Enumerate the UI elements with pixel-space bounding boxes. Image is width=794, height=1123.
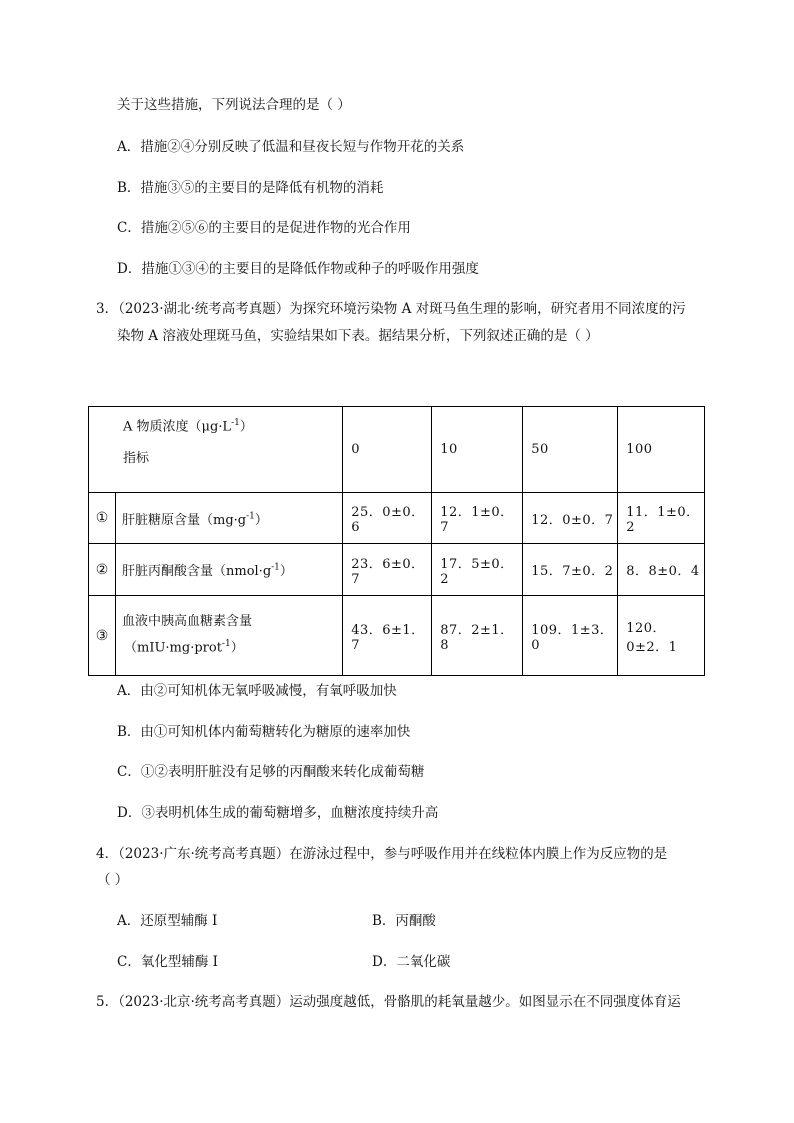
option-c: C．措施②⑤⑥的主要目的是促进作物的光合作用 bbox=[117, 220, 411, 236]
table-cell: 15．7±0．2 bbox=[523, 544, 618, 596]
option-d: D．措施①③④的主要目的是降低作物或种子的呼吸作用强度 bbox=[117, 261, 479, 277]
question-4-line1: 4．（2023·广东·统考高考真题）在游泳过程中，参与呼吸作用并在线粒体内膜上作为反应物的是 bbox=[96, 846, 668, 862]
question-5-line1: 5．（2023·北京·统考高考真题）运动强度越低，骨骼肌的耗氧量越少。如图显示在不同强度体育运 bbox=[96, 994, 681, 1010]
row-index: ② bbox=[89, 544, 116, 596]
option-b: B．丙酮酸 bbox=[372, 913, 436, 929]
table-row bbox=[89, 596, 705, 676]
row-label: 血液中胰高血糖素含量 （mIU·mg·prot$^{-1}$） bbox=[116, 596, 343, 676]
table-cell: 8．8±0．4 bbox=[618, 544, 705, 596]
option-a: A．由②可知机体无氧呼吸减慢，有氧呼吸加快 bbox=[117, 683, 397, 699]
option-b: B．措施③⑤的主要目的是降低有机物的消耗 bbox=[117, 180, 384, 196]
table-header-row bbox=[89, 407, 705, 493]
header-conc-10: 10 bbox=[432, 407, 523, 493]
option-a: A．措施②④分别反映了低温和昼夜长短与作物开花的关系 bbox=[117, 139, 465, 155]
header-conc-50: 50 bbox=[523, 407, 618, 493]
question-3-line1: 3．（2023·湖北·统考高考真题）为探究环境污染物 A 对斑马鱼生理的影响，研究者用不同浓度的污 bbox=[96, 301, 686, 317]
row-label: 肝脏丙酮酸含量$(nmol\cdot g^{-1})$ bbox=[116, 544, 343, 596]
table-cell: 23．6±0．7 bbox=[343, 544, 432, 596]
row-label: 肝脏糖原含量$(mg\cdot g^{-1})$ bbox=[116, 493, 343, 544]
option-c: C．氧化型辅酶 I bbox=[117, 954, 218, 970]
option-b: B．由①可知机体内葡萄糖转化为糖原的速率加快 bbox=[117, 724, 411, 740]
data-table bbox=[88, 406, 705, 676]
table-cell: 43．6±1．7 bbox=[343, 596, 432, 676]
table-row bbox=[89, 493, 705, 544]
table-cell: 120．0±2．1 bbox=[618, 596, 705, 676]
table-cell: 11．1±0．2 bbox=[618, 493, 705, 544]
header-cell bbox=[89, 407, 343, 493]
row-index: ① bbox=[89, 493, 116, 544]
option-a: A．还原型辅酶 I bbox=[117, 913, 218, 929]
question-stem: 关于这些措施，下列说法合理的是（ ） bbox=[117, 97, 351, 113]
header-conc-100: 100 bbox=[618, 407, 705, 493]
row-index: ③ bbox=[89, 596, 116, 676]
table-row bbox=[89, 544, 705, 596]
question-4-line2: （ ） bbox=[97, 872, 129, 888]
table-cell: 87．2±1．8 bbox=[432, 596, 523, 676]
table-cell: 12．0±0．7 bbox=[523, 493, 618, 544]
table-cell: 109．1±3．0 bbox=[523, 596, 618, 676]
question-3-line2: 染物 A 溶液处理斑马鱼，实验结果如下表。据结果分析，下列叙述正确的是（ ） bbox=[117, 328, 599, 344]
option-d: D．二氧化碳 bbox=[372, 954, 451, 970]
table-cell: 12．1±0．7 bbox=[432, 493, 523, 544]
header-conc-0: 0 bbox=[343, 407, 432, 493]
table-cell: 17．5±0．2 bbox=[432, 544, 523, 596]
option-d: D．③表明机体生成的葡萄糖增多，血糖浓度持续升高 bbox=[117, 805, 439, 821]
option-c: C．①②表明肝脏没有足够的丙酮酸来转化成葡萄糖 bbox=[117, 764, 425, 780]
table-cell: 25．0±0．6 bbox=[343, 493, 432, 544]
header-indicator: 指标 bbox=[123, 451, 150, 467]
header-concentration: A 物质浓度$(\mu g\cdot L^{-1})$ bbox=[123, 418, 253, 435]
